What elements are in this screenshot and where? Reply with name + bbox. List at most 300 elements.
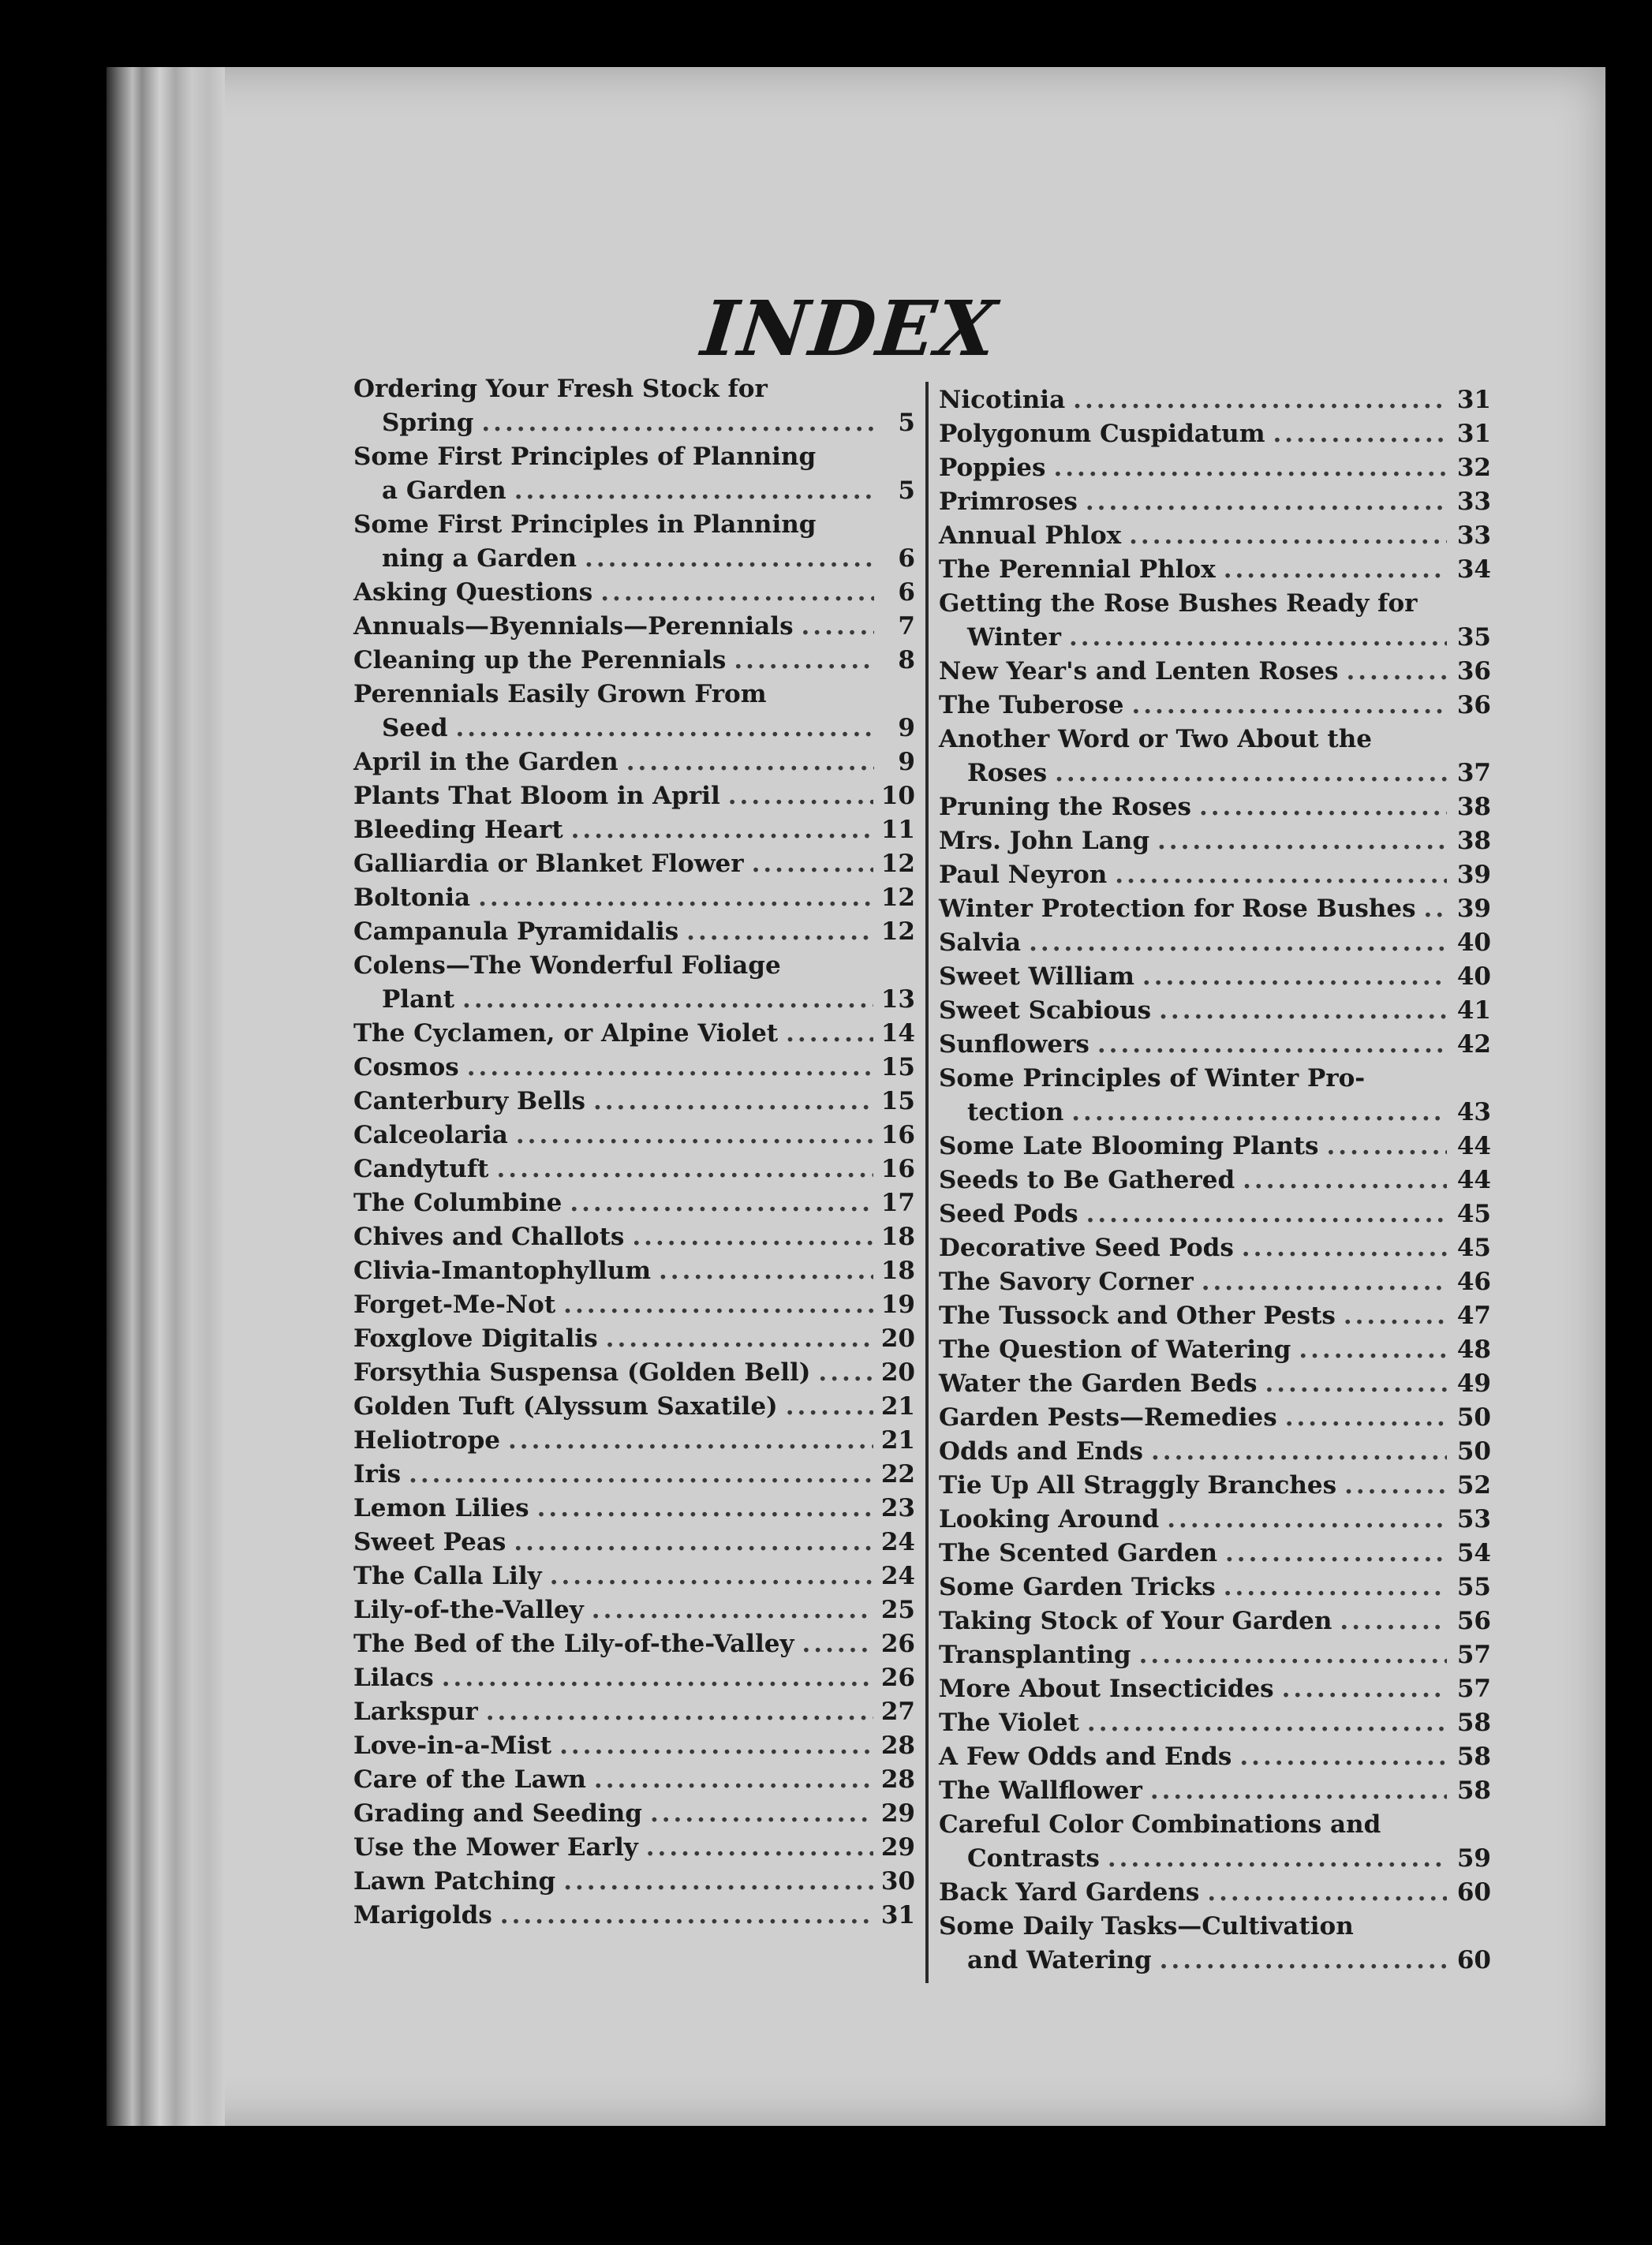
dot-leader (1265, 1367, 1447, 1401)
entry-title: Forsythia Suspensa (Golden Bell) (353, 1358, 811, 1387)
index-entry (939, 451, 1491, 485)
entry-title: Iris (353, 1460, 402, 1489)
page-number: 35 (1456, 623, 1491, 652)
page-number: 34 (1456, 555, 1491, 584)
dot-leader (481, 406, 874, 440)
page-number: 17 (880, 1189, 915, 1217)
index-entry (353, 1085, 915, 1119)
entry-title-continuation: Spring (382, 409, 474, 437)
entry-title: Decorative Seed Pods (939, 1234, 1234, 1262)
page-number: 8 (898, 646, 915, 674)
dot-leader (650, 1797, 873, 1831)
dot-leader (1150, 1774, 1447, 1808)
entry-title: Forget-Me-Not (353, 1291, 556, 1319)
dot-leader (592, 1593, 873, 1627)
dot-leader (752, 847, 873, 881)
entry-title-continuation: Plant (382, 985, 455, 1014)
dot-leader (514, 1526, 873, 1560)
index-entry (353, 1865, 915, 1899)
entry-title: A Few Odds and Ends (939, 1743, 1232, 1771)
page-number: 7 (898, 612, 915, 641)
index-entry (353, 1831, 915, 1865)
dot-leader (659, 1254, 873, 1288)
dot-leader (1199, 790, 1447, 824)
dot-leader (1344, 1299, 1447, 1333)
index-entry (353, 1288, 915, 1322)
dot-leader (1346, 655, 1447, 689)
index-entry (353, 372, 915, 440)
entry-title-continuation: Contrasts (967, 1844, 1100, 1873)
entry-title: Plants That Bloom in April (353, 782, 720, 810)
dot-leader (462, 983, 873, 1017)
dot-leader (1207, 1876, 1447, 1910)
dot-leader (1087, 1706, 1447, 1740)
dot-leader (1053, 451, 1447, 485)
index-entry (353, 644, 915, 678)
dot-leader (442, 1661, 873, 1695)
page-number: 12 (880, 917, 915, 946)
index-entry (353, 1661, 915, 1695)
entry-title: Canterbury Bells (353, 1087, 585, 1115)
dot-leader (1340, 1604, 1447, 1638)
page-number: 30 (880, 1867, 915, 1896)
dot-leader (570, 1186, 873, 1220)
entry-title: Sweet Peas (353, 1528, 506, 1556)
page-number: 12 (880, 850, 915, 878)
entry-title-continuation: ning a Garden (382, 544, 577, 573)
dot-leader (456, 712, 874, 745)
dot-leader (500, 1899, 873, 1933)
page-number: 33 (1456, 487, 1491, 516)
index-entry (939, 1638, 1491, 1672)
entry-title: Annuals—Byennials—Perennials (353, 612, 794, 641)
dot-leader (1224, 1571, 1447, 1604)
page-number: 28 (880, 1731, 915, 1760)
page-number: 24 (880, 1528, 915, 1556)
page-number: 52 (1456, 1471, 1491, 1500)
entry-title: The Wallflower (939, 1776, 1142, 1805)
dot-leader (1151, 1435, 1447, 1469)
dot-leader (786, 1017, 873, 1051)
index-entry (353, 1220, 915, 1254)
index-entry (939, 1808, 1491, 1876)
index-entry (939, 485, 1491, 519)
dot-leader (646, 1831, 873, 1865)
entry-title: Salvia (939, 928, 1022, 957)
dot-leader (1086, 485, 1447, 519)
entry-title: Garden Pests—Remedies (939, 1403, 1277, 1432)
entry-title: Use the Mower Early (353, 1833, 638, 1862)
entry-title: The Tussock and Other Pests (939, 1302, 1336, 1330)
page-number: 39 (1456, 861, 1491, 889)
index-entry (939, 1537, 1491, 1571)
page-number: 44 (1456, 1166, 1491, 1194)
page-number: 6 (898, 578, 915, 607)
page-number: 40 (1456, 962, 1491, 991)
page-number: 12 (880, 883, 915, 912)
index-entry (939, 1706, 1491, 1740)
page-number: 46 (1456, 1268, 1491, 1296)
page-number: 41 (1456, 996, 1491, 1025)
entry-title: Ordering Your Fresh Stock for (353, 375, 768, 403)
page-number: 20 (880, 1358, 915, 1387)
dot-leader (734, 644, 874, 678)
entry-title: Sweet Scabious (939, 996, 1152, 1025)
page-number: 18 (880, 1257, 915, 1285)
index-entry (353, 1356, 915, 1390)
page-number: 58 (1456, 1776, 1491, 1805)
index-entry (353, 915, 915, 949)
page-number: 31 (1456, 386, 1491, 414)
index-entry (353, 813, 915, 847)
dot-leader (1285, 1401, 1447, 1435)
entry-title: New Year's and Lenten Roses (939, 657, 1339, 685)
page-number: 31 (1456, 420, 1491, 448)
entry-title: Cosmos (353, 1053, 459, 1081)
page-number: 36 (1456, 691, 1491, 719)
index-entry (939, 519, 1491, 553)
page-number: 29 (880, 1799, 915, 1828)
entry-title: Careful Color Combinations and (939, 1810, 1381, 1839)
dot-leader (593, 1085, 873, 1119)
index-entry (939, 1299, 1491, 1333)
dot-leader (1159, 994, 1447, 1028)
page-number: 47 (1456, 1302, 1491, 1330)
page-number: 58 (1456, 1743, 1491, 1771)
dot-leader (1327, 1130, 1448, 1164)
page-number: 58 (1456, 1709, 1491, 1737)
entry-title: Transplanting (939, 1641, 1131, 1669)
page-number: 9 (898, 748, 915, 776)
index-entry (939, 1130, 1491, 1164)
index-title: INDEX (697, 284, 1002, 373)
index-entry (939, 1876, 1491, 1910)
index-entry (353, 1322, 915, 1356)
entry-title: Mrs. John Lang (939, 827, 1149, 855)
entry-title-continuation: a Garden (382, 476, 506, 505)
dot-leader (1243, 1164, 1447, 1197)
page-number: 11 (880, 816, 915, 844)
index-entry (939, 417, 1491, 451)
dot-leader (1282, 1672, 1447, 1706)
entry-title: Care of the Lawn (353, 1765, 586, 1794)
entry-title: Some Garden Tricks (939, 1573, 1216, 1601)
dot-leader (1097, 1028, 1447, 1062)
entry-title: The Cyclamen, or Alpine Violet (353, 1019, 779, 1048)
dot-leader (1344, 1469, 1447, 1503)
index-entry (353, 1763, 915, 1797)
index-entry (353, 1627, 915, 1661)
page-number: 20 (880, 1324, 915, 1353)
entry-title: Grading and Seeding (353, 1799, 642, 1828)
dot-leader (1202, 1265, 1447, 1299)
page-number: 57 (1456, 1641, 1491, 1669)
page-number: 53 (1456, 1505, 1491, 1533)
page-number: 22 (880, 1460, 915, 1489)
page-number: 50 (1456, 1403, 1491, 1432)
page-number: 45 (1456, 1200, 1491, 1228)
dot-leader (478, 881, 873, 915)
entry-title: Some Principles of Winter Pro- (939, 1064, 1366, 1093)
dot-leader (600, 576, 874, 610)
index-entry (939, 1604, 1491, 1638)
page-number: 54 (1456, 1539, 1491, 1567)
index-entry (939, 553, 1491, 587)
index-entry (353, 1729, 915, 1763)
page-number: 15 (880, 1053, 915, 1081)
dot-leader (486, 1695, 873, 1729)
entry-title: Colens—The Wonderful Foliage (353, 951, 781, 980)
index-entry (939, 383, 1491, 417)
entry-title: Nicotinia (939, 386, 1066, 414)
page-number: 27 (880, 1698, 915, 1726)
page-number: 38 (1456, 827, 1491, 855)
entry-title: Getting the Rose Bushes Ready for (939, 589, 1418, 618)
entry-title: Another Word or Two About the (939, 725, 1372, 753)
index-entry (353, 1593, 915, 1627)
entry-title: More About Insecticides (939, 1675, 1274, 1703)
page-number: 32 (1456, 454, 1491, 482)
dot-leader (802, 1627, 873, 1661)
index-entry (353, 1797, 915, 1831)
dot-leader (1224, 553, 1447, 587)
page-number: 23 (880, 1494, 915, 1522)
dot-leader (537, 1492, 873, 1526)
index-entry (939, 790, 1491, 824)
index-entry (939, 1062, 1491, 1130)
entry-title: Paul Neyron (939, 861, 1108, 889)
dot-leader (1069, 621, 1447, 655)
index-entry (939, 1435, 1491, 1469)
index-entry (353, 949, 915, 1017)
dot-leader (1071, 1096, 1447, 1130)
index-entry (939, 892, 1491, 926)
index-entry (353, 745, 915, 779)
page-number: 44 (1456, 1132, 1491, 1160)
entry-title: Love-in-a-Mist (353, 1731, 552, 1760)
page-number: 9 (898, 714, 915, 742)
page-number: 6 (898, 544, 915, 573)
index-entry (939, 1401, 1491, 1435)
entry-title: Some First Principles in Planning (353, 510, 817, 539)
index-entry (939, 1469, 1491, 1503)
index-column-right (939, 383, 1491, 1978)
index-entry (939, 1367, 1491, 1401)
entry-title: Boltonia (353, 883, 471, 912)
entry-title: Polygonum Cuspidatum (939, 420, 1265, 448)
index-entry (939, 587, 1491, 655)
dot-leader (1115, 858, 1447, 892)
entry-title: Galliardia or Blanket Flower (353, 850, 744, 878)
index-entry (353, 1492, 915, 1526)
entry-title-continuation: Winter (967, 623, 1061, 652)
entry-title: Marigolds (353, 1901, 492, 1929)
page-number: 18 (880, 1223, 915, 1251)
entry-title-continuation: tection (967, 1098, 1064, 1126)
dot-leader (559, 1729, 873, 1763)
page-number: 19 (880, 1291, 915, 1319)
entry-title: The Columbine (353, 1189, 563, 1217)
dot-leader (1424, 892, 1447, 926)
entry-title: Seeds to Be Gathered (939, 1166, 1235, 1194)
entry-title: Cleaning up the Perennials (353, 646, 727, 674)
dot-leader (585, 542, 874, 576)
page-number: 59 (1456, 1844, 1491, 1873)
dot-leader (728, 779, 873, 813)
index-entry (939, 689, 1491, 723)
dot-leader (516, 1119, 873, 1152)
dot-leader (1239, 1740, 1447, 1774)
entry-title: Seed Pods (939, 1200, 1078, 1228)
page-number: 57 (1456, 1675, 1491, 1703)
page-number: 38 (1456, 793, 1491, 821)
entry-title: Clivia-Imantophyllum (353, 1257, 652, 1285)
entry-title: Asking Questions (353, 578, 593, 607)
index-entry (353, 1017, 915, 1051)
dot-leader (1029, 926, 1447, 960)
entry-title: Campanula Pyramidalis (353, 917, 679, 946)
dot-leader (1225, 1537, 1447, 1571)
page-number: 25 (880, 1596, 915, 1624)
entry-title: Lilacs (353, 1664, 434, 1692)
dot-leader (563, 1288, 873, 1322)
entry-title: Back Yard Gardens (939, 1878, 1200, 1907)
entry-title: Some First Principles of Planning (353, 443, 817, 471)
page-number: 31 (880, 1901, 915, 1929)
entry-title: Tie Up All Straggly Branches (939, 1471, 1337, 1500)
page-number: 29 (880, 1833, 915, 1862)
index-entry (939, 1910, 1491, 1978)
entry-title: Calceolaria (353, 1121, 508, 1149)
index-entry (353, 576, 915, 610)
dot-leader (514, 474, 874, 508)
entry-title: The Savory Corner (939, 1268, 1194, 1296)
entry-title: Poppies (939, 454, 1046, 482)
entry-title-continuation: Roses (967, 759, 1048, 787)
page-binding-edge (107, 67, 225, 2126)
index-entry (939, 824, 1491, 858)
index-entry (353, 678, 915, 745)
page-number: 14 (880, 1019, 915, 1048)
entry-title: The Perennial Phlox (939, 555, 1216, 584)
page-number: 43 (1456, 1098, 1491, 1126)
dot-leader (1157, 824, 1447, 858)
entry-title: Heliotrope (353, 1426, 500, 1455)
dot-leader (467, 1051, 873, 1085)
page-number: 50 (1456, 1437, 1491, 1466)
index-entry (353, 440, 915, 508)
index-entry (939, 1333, 1491, 1367)
dot-leader (497, 1152, 873, 1186)
dot-leader (786, 1390, 873, 1424)
page-number: 55 (1456, 1573, 1491, 1601)
entry-title-continuation: and Watering (967, 1946, 1152, 1974)
entry-title: The Calla Lily (353, 1562, 542, 1590)
index-entry (353, 508, 915, 576)
page-number: 37 (1456, 759, 1491, 787)
index-entry (353, 847, 915, 881)
page-number: 42 (1456, 1030, 1491, 1059)
dot-leader (632, 1220, 873, 1254)
index-entry (353, 1186, 915, 1220)
entry-title: Water the Garden Beds (939, 1369, 1258, 1398)
dot-leader (1299, 1333, 1447, 1367)
entry-title-continuation: Seed (382, 714, 448, 742)
index-entry (353, 1526, 915, 1560)
dot-leader (1167, 1503, 1447, 1537)
index-entry (939, 1740, 1491, 1774)
page-number: 21 (880, 1426, 915, 1455)
dot-leader (802, 610, 874, 644)
page-number: 21 (880, 1392, 915, 1421)
dot-leader (1055, 756, 1447, 790)
dot-leader (686, 915, 873, 949)
entry-title: Annual Phlox (939, 521, 1122, 550)
entry-title: Pruning the Roses (939, 793, 1191, 821)
entry-title: Some Daily Tasks—Cultivation (939, 1912, 1354, 1941)
dot-leader (1142, 960, 1447, 994)
dot-leader (1129, 519, 1447, 553)
dot-leader (594, 1763, 873, 1797)
page-number: 5 (898, 476, 915, 505)
page-number: 40 (1456, 928, 1491, 957)
page-number: 26 (880, 1664, 915, 1692)
dot-leader (1073, 383, 1447, 417)
dot-leader (563, 1865, 873, 1899)
dot-leader (508, 1424, 873, 1458)
entry-title: Lawn Patching (353, 1867, 556, 1896)
page-number: 26 (880, 1630, 915, 1658)
index-entry (939, 1265, 1491, 1299)
index-column-left (353, 372, 915, 1933)
entry-title: Candytuft (353, 1155, 489, 1183)
dot-leader (1131, 689, 1447, 723)
entry-title: Winter Protection for Rose Bushes (939, 895, 1416, 923)
dot-leader (1242, 1231, 1447, 1265)
page-number: 45 (1456, 1234, 1491, 1262)
entry-title: The Question of Watering (939, 1335, 1291, 1364)
entry-title: Perennials Easily Grown From (353, 680, 767, 708)
dot-leader (606, 1322, 873, 1356)
index-entry (353, 610, 915, 644)
column-divider (925, 382, 929, 1983)
page-number: 39 (1456, 895, 1491, 923)
page-number: 33 (1456, 521, 1491, 550)
index-entry (939, 994, 1491, 1028)
dot-leader (1139, 1638, 1447, 1672)
index-entry (939, 1164, 1491, 1197)
entry-title: The Scented Garden (939, 1539, 1217, 1567)
index-entry (939, 858, 1491, 892)
dot-leader (818, 1356, 873, 1390)
entry-title: Chives and Challots (353, 1223, 625, 1251)
entry-title: April in the Garden (353, 748, 619, 776)
index-entry (939, 1571, 1491, 1604)
index-entry (353, 1254, 915, 1288)
index-entry (939, 655, 1491, 689)
index-entry (353, 881, 915, 915)
index-entry (353, 1424, 915, 1458)
dot-leader (1273, 417, 1447, 451)
page-number: 56 (1456, 1607, 1491, 1635)
index-entry (353, 1051, 915, 1085)
entry-title: Some Late Blooming Plants (939, 1132, 1319, 1160)
page-number: 48 (1456, 1335, 1491, 1364)
entry-title: Odds and Ends (939, 1437, 1143, 1466)
entry-title: The Violet (939, 1709, 1079, 1737)
index-entry (939, 1197, 1491, 1231)
index-entry (353, 1695, 915, 1729)
